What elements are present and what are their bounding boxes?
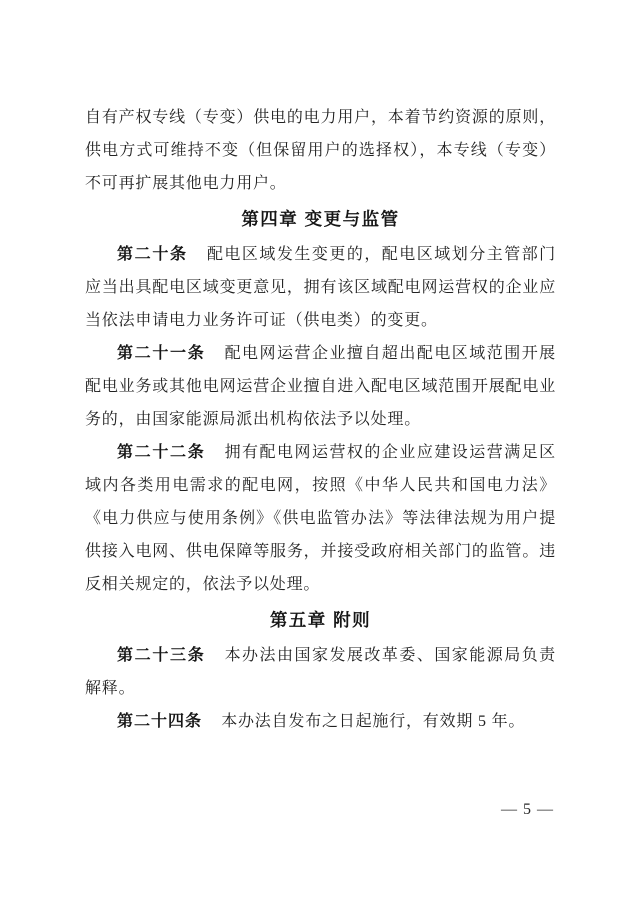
chapter-4-heading: 第四章 变更与监管 [241,209,400,229]
article-22-label: 第二十二条 [117,444,206,461]
article-24-text: 本办法自发布之日起施行，有效期 5 年。 [221,713,526,730]
article-23 [85,639,556,705]
page-content [85,101,556,738]
article-24 [85,705,556,738]
article-20-text: 配电区域发生变更的，配电区域划分主管部门应当出具配电区域变更意见，拥有该区域配电网运营权的企业应当依法申请电力业务许可证（供电类）的变更。 [85,246,556,329]
article-23-label: 第二十三条 [117,647,206,664]
article-21-text: 配电网运营企业擅自超出配电区域范围开展配电业务或其他电网运营企业擅自进入配电区域范围开展配电业务的，由国家能源局派出机构依法予以处理。 [85,345,556,428]
article-21 [85,337,556,436]
article-20 [85,238,556,337]
page-number: — 5 — [501,801,554,818]
article-22 [85,436,556,601]
article-21-label: 第二十一条 [117,345,206,362]
article-24-label: 第二十四条 [117,713,203,730]
article-23-text: 本办法由国家发展改革委、国家能源局负责解释。 [85,647,556,697]
article-20-label: 第二十条 [117,246,188,263]
chapter-5-heading: 第五章 附则 [269,610,372,630]
article-22-text: 拥有配电网运营权的企业应建设运营满足区域内各类用电需求的配电网，按照《中华人民共和国电力法》《电力供应与使用条例》《供电监管办法》等法律法规为用户提供接入电网、供电保障等服务，并接受政府相关部门的监管。违反相关规定的，依法予以处理。 [85,444,556,593]
continuation-paragraph: 自有产权专线（专变）供电的电力用户，本着节约资源的原则，供电方式可维持不变（但保留用户的选择权），本专线（专变）不可再扩展其他电力用户。 [85,109,556,192]
